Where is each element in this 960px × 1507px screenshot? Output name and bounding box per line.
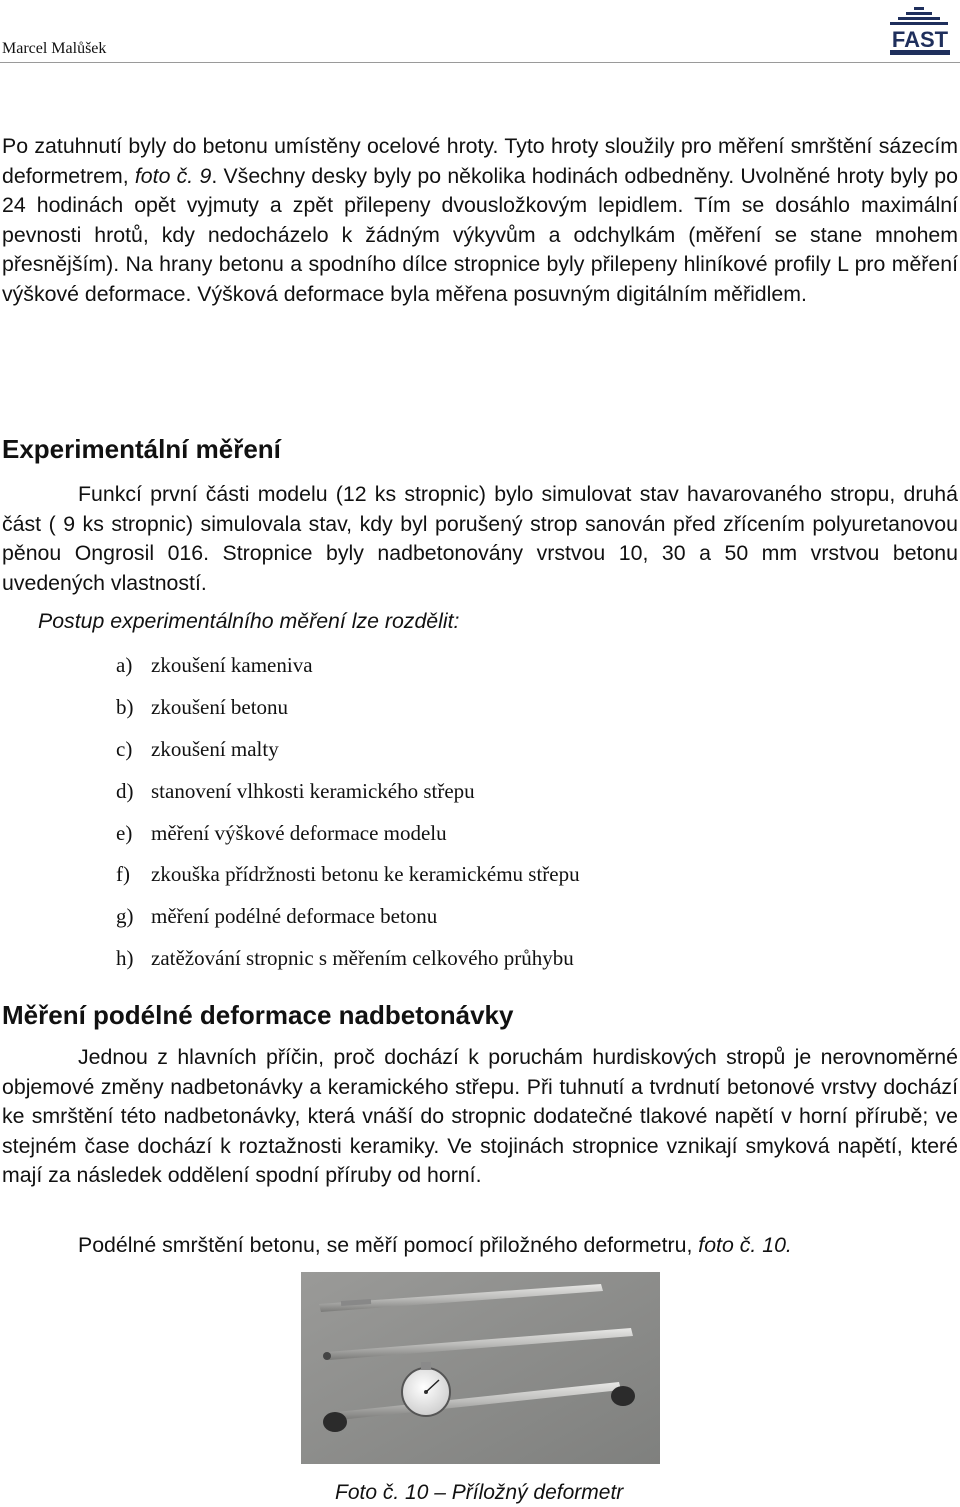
step-label: e): [116, 820, 133, 845]
list-item: [116, 903, 580, 945]
step-text: zatěžování stropnic s měřením celkového průhybu: [151, 946, 574, 971]
list-item: [116, 820, 580, 862]
step-text: zkouška přídržnosti betonu ke keramickému střepu: [151, 862, 580, 887]
photo-intro-text: Podélné smrštění betonu, se měří pomocí přiložného deformetru,: [78, 1233, 699, 1257]
list-item: [116, 652, 580, 694]
list-item: [116, 736, 580, 778]
header-divider: [0, 62, 960, 63]
photo-reference-10: foto č. 10.: [698, 1233, 792, 1257]
step-label: g): [116, 904, 134, 929]
step-label: a): [116, 653, 133, 677]
list-item: [116, 945, 580, 987]
intro-paragraph: [2, 132, 958, 309]
author-name: Marcel Malůšek: [2, 40, 107, 57]
step-text: zkoušení kameniva: [151, 653, 313, 677]
step-label: f): [116, 862, 130, 887]
list-item: [116, 778, 580, 820]
left-knob-icon: [323, 1412, 347, 1432]
step-label: h): [116, 946, 134, 971]
photo-caption: Foto č. 10 – Příložný deformetr: [335, 1481, 624, 1504]
right-knob-icon: [611, 1386, 635, 1406]
section-heading-experimental: Experimentální měření: [2, 434, 281, 464]
step-text: zkoušení betonu: [151, 694, 289, 719]
intro-text-part1: Po zatuhnutí byly do betonu umístěny ocelové hroty. Tyto hroty sloužily pro měření smrštění sázecím deformetrem,: [2, 134, 958, 188]
section-heading-longitudinal: Měření podélné deformace nadbetonávky: [2, 1000, 514, 1030]
step-label: c): [116, 736, 133, 761]
step-text: měření výškové deformace modelu: [151, 820, 447, 845]
intro-text-part2: . Všechny desky byly po několika hodinách odbedněny. Uvolněné hroty byly po 24 hodinách opět vyjmuty a zpět přilepeny dvousložkovým lepidlem. Tím se dosáhlo maximální pevnosti hrotů, kdy nedocházelo k žádným výkyvům a odchylkám (měření se stane mnohem přesnějším). Na hrany betonu a spodního dílce stropnice byly přilepeny hliníkové profily L pro měření výškové deformace. Výšková deformace byla měřena posuvným digitálním měřidlem.: [2, 163, 958, 306]
deformeter-photo: [301, 1272, 660, 1464]
procedure-intro: Postup experimentálního měření lze rozdělit:: [38, 609, 460, 633]
list-item: [116, 694, 580, 736]
list-item: [116, 861, 580, 903]
step-label: d): [116, 778, 134, 803]
procedure-steps-list: [116, 652, 580, 987]
step-text: měření podélné deformace betonu: [151, 904, 438, 929]
step-text: zkoušení malty: [151, 736, 279, 761]
photo-intro: [78, 1233, 792, 1258]
step-label: b): [116, 694, 134, 719]
photo-reference-9: foto č. 9: [134, 163, 212, 188]
fast-logo: [884, 4, 956, 60]
step-text: stanovení vlhkosti keramického střepu: [151, 778, 475, 803]
experimental-paragraph: Funkcí první části modelu (12 ks stropnic) bylo simulovat stav havarovaného stropu, druhá část ( 9 ks stropnic) simulovala stav, kdy byl porušený strop sanován před zřícením polyuretanovou pěnou Ongrosil 016. Stropnice byly nadbetonovány vrstvou 10, 30 a 50 mm vrstvou betonu uvedených vlastností.: [2, 482, 958, 595]
logo-text: FAST: [891, 27, 949, 52]
longitudinal-paragraph: Jednou z hlavních příčin, proč dochází k poruchám hurdiskových stropů je nerovnoměrné objemové změny nadbetonávky a keramického střepu. Při tuhnutí a tvrdnutí betonové vrstvy dochází ke smrštění této nadbetonávky, která vnáší do stropnic dodatečné tlakové napětí v horní přírubě; ve stejném čase dochází k roztažnosti keramiky. Ve stojinách stropnice vznikají smyková napětí, které mají za následek oddělení spodní příruby od horní.: [2, 1045, 958, 1187]
